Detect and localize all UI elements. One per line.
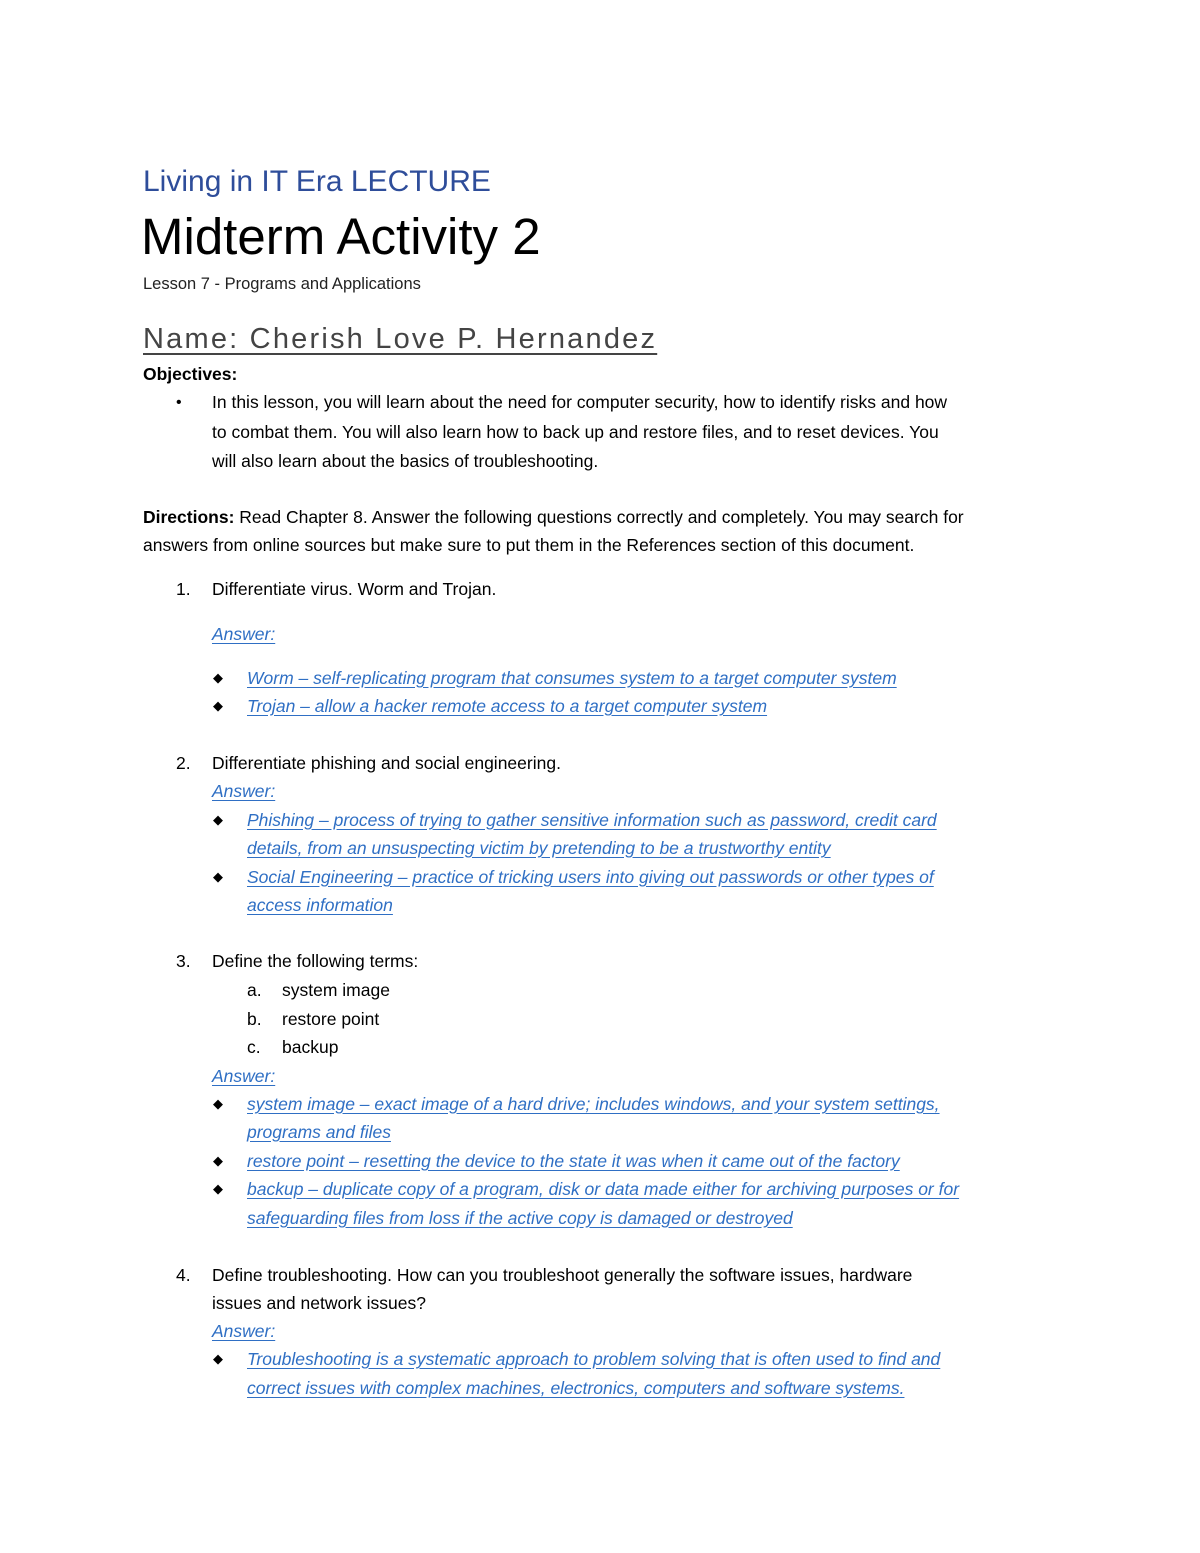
subitem-letter: c. bbox=[247, 1037, 261, 1057]
subitem-letter: a. bbox=[247, 980, 262, 1000]
subitem-text: restore point bbox=[282, 1009, 380, 1029]
answer-bullet-icon: ◆ bbox=[213, 1181, 223, 1196]
answer-text: restore point – resetting the device to the state it was when it came out of the factory bbox=[247, 1151, 900, 1171]
course-title: Living in IT Era LECTURE bbox=[143, 165, 491, 198]
answer-bullet-icon: ◆ bbox=[213, 869, 223, 884]
question-text: Define troubleshooting. How can you troubleshoot generally the software issues, hardware bbox=[212, 1265, 913, 1285]
question-number: 2. bbox=[176, 753, 191, 773]
answer-bullet-icon: ◆ bbox=[213, 1096, 223, 1111]
answer-bullet-icon: ◆ bbox=[213, 1351, 223, 1366]
question-number: 4. bbox=[176, 1265, 191, 1285]
directions-line: answers from online sources but make sure to put them in the References section of this document. bbox=[143, 535, 915, 555]
answer-text: backup – duplicate copy of a program, disk or data made either for archiving purposes or for bbox=[247, 1179, 960, 1199]
answer-text: safeguarding files from loss if the active copy is damaged or destroyed bbox=[247, 1208, 793, 1228]
subitem-text: backup bbox=[282, 1037, 339, 1057]
answer-text: Worm – self-replicating program that consumes system to a target computer system bbox=[247, 668, 897, 688]
objectives-line: to combat them. You will also learn how to back up and restore files, and to reset devices. You bbox=[212, 422, 939, 442]
answer-label: Answer: bbox=[212, 624, 276, 644]
answer-bullet-icon: ◆ bbox=[213, 670, 223, 685]
student-name: Name: Cherish Love P. Hernandez bbox=[143, 323, 658, 355]
objectives-label: Objectives: bbox=[143, 364, 238, 384]
answer-text: programs and files bbox=[247, 1122, 391, 1142]
subitem-text: system image bbox=[282, 980, 390, 1000]
answer-bullet-icon: ◆ bbox=[213, 698, 223, 713]
subitem-letter: b. bbox=[247, 1009, 262, 1029]
answer-text: Phishing – process of trying to gather sensitive information such as password, credit card bbox=[247, 810, 937, 830]
question-number: 1. bbox=[176, 579, 191, 599]
objectives-line: In this lesson, you will learn about the need for computer security, how to identify risks and how bbox=[212, 392, 948, 412]
answer-label: Answer: bbox=[212, 1321, 276, 1341]
question-text: Differentiate virus. Worm and Trojan. bbox=[212, 579, 497, 599]
objectives-line: will also learn about the basics of troubleshooting. bbox=[212, 451, 599, 471]
question-text: issues and network issues? bbox=[212, 1293, 426, 1313]
answer-text: system image – exact image of a hard drive; includes windows, and your system settings, bbox=[247, 1094, 940, 1114]
question-number: 3. bbox=[176, 951, 191, 971]
document-title: Midterm Activity 2 bbox=[141, 208, 541, 265]
directions-line bbox=[143, 506, 964, 528]
answer-label: Answer: bbox=[212, 781, 276, 801]
directions-label: Directions: bbox=[143, 507, 235, 527]
answer-text: correct issues with complex machines, electronics, computers and software systems. bbox=[247, 1378, 905, 1398]
answer-text: Troubleshooting is a systematic approach to problem solving that is often used to find and bbox=[247, 1349, 941, 1369]
directions-text: Read Chapter 8. Answer the following questions correctly and completely. You may search for bbox=[234, 507, 964, 527]
question-text: Differentiate phishing and social engineering. bbox=[212, 753, 561, 773]
lesson-subtitle: Lesson 7 - Programs and Applications bbox=[143, 275, 421, 293]
answer-text: details, from an unsuspecting victim by pretending to be a trustworthy entity bbox=[247, 838, 831, 858]
answer-bullet-icon: ◆ bbox=[213, 1153, 223, 1168]
answer-text: Trojan – allow a hacker remote access to a target computer system bbox=[247, 696, 768, 716]
answer-text: access information bbox=[247, 895, 393, 915]
question-text: Define the following terms: bbox=[212, 951, 419, 971]
objectives-bullet: • bbox=[176, 394, 182, 411]
answer-bullet-icon: ◆ bbox=[213, 812, 223, 827]
answer-label: Answer: bbox=[212, 1066, 276, 1086]
answer-text: Social Engineering – practice of tricking users into giving out passwords or other types of bbox=[247, 867, 934, 887]
